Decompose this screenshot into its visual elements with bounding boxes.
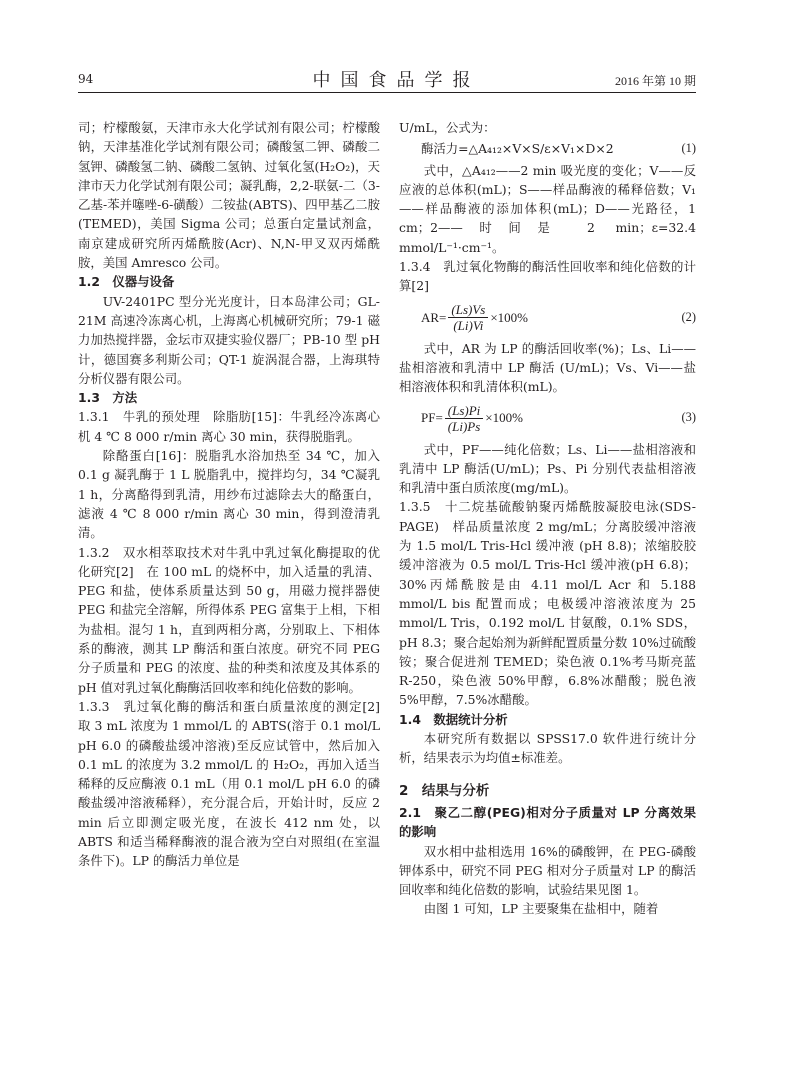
instruments-paragraph: UV-2401PC 型分光光度计，日本岛津公司；GL-21M 高速冷冻离心机，上海离心机械研究所；79-1 磁力加热搅拌器，金坛市双捷实验仪器厂；PB-10 型 pH 计，德国赛多利斯公司；QT-1 旋涡混合器，上海琪特分析仪器有限公司。 bbox=[78, 293, 380, 386]
sds-page-paragraph: 1.3.5 十二烷基硫酸钠聚丙烯酰胺凝胶电泳(SDS-PAGE) 样品质量浓度 2 mg/mL；分离胶缓冲溶液为 1.5 mol/L Tris-Hcl 缓冲液 (pH 8.8)；浓缩胶胶缓冲溶液为 0.5 mol/L Tris-Hcl 缓冲液(pH 6.8)；30%丙烯酰胺是由 4.11 mol/L Acr 和 5.188 mmol/L bis 配置而成；电极缓冲溶液浓度为 25 mmol/L Tris，0.192 mol/L 甘氨酸，0.1% SDS，pH 8.3；聚合起始剂为新鲜配置质量分数 10%过硫酸铵；聚合促进剂 TEMED；染色液 0.1%考马斯亮蓝 R-250，染色液 50%甲醇，6.8%冰醋酸；脱色液 5%甲醇，7.5%冰醋酸。 bbox=[399, 499, 696, 708]
equation-2-denominator: (Li)Vi bbox=[453, 317, 484, 333]
page-number: 94 bbox=[78, 72, 94, 86]
section-heading-instruments: 1.2 仪器与设备 bbox=[78, 274, 175, 290]
equation-3-rhs: ×100% bbox=[485, 410, 523, 426]
equation-1-number: (1) bbox=[681, 141, 696, 156]
issue-label: 2016 年第 10 期 bbox=[614, 74, 696, 88]
equation-3 bbox=[399, 403, 696, 434]
header-rule bbox=[78, 92, 696, 93]
equation-2-lhs: AR= bbox=[421, 309, 447, 325]
journal-title: 中国食品学报 bbox=[312, 70, 481, 91]
equation-3-lhs: PF= bbox=[421, 410, 443, 426]
atps-extraction-paragraph: 1.3.2 双水相萃取技术对牛乳中乳过氧化酶提取的优化研究[2] 在 100 mL 的烧杯中，加入适量的乳清、PEG 和盐，使体系质量达到 50 g，用磁力搅拌器使 PEG 和盐完全溶解，所得体系 PEG 富集于上相，下相为盐相。混匀 1 h，直到两相分离，分别取上、下相体系的酶液，测其 LP 酶活和蛋白浓度。研究不同 PEG 分子质量和 PEG 的浓度、盐的种类和浓度及其体系的 pH 值对乳过氧化酶酶活回收率和纯化倍数的影响。 bbox=[78, 544, 380, 695]
equation-3-numerator: (Ls)Pi bbox=[445, 403, 484, 419]
enzyme-assay-paragraph: 1.3.3 乳过氧化酶的酶活和蛋白质量浓度的测定[2] 取 3 mL 浓度为 1 mmol/L 的 ABTS(溶于 0.1 mol/L pH 6.0 的磷酸盐缓冲溶液)至反应试管中，然后加入 0.1 mL 的浓度为 3.2 mmol/L 的 H₂O₂，再加入适当稀释的反应酶液 0.1 mL（用 0.1 mol/L pH 6.0 的磷酸盐缓冲溶液稀释），充分混合后，开始计时，反应 2 min 后立即测定吸光度，在波长 412 nm 处，以 ABTS 和适当稀释酶液的混合液为空白对照组(在室温条件下)。LP 的酶活力单位是 bbox=[78, 698, 393, 869]
reagents-paragraph: 司；柠檬酸氨，天津市永大化学试剂有限公司；柠檬酸钠，天津基准化学试剂有限公司；磷酸氢二钾、磷酸二氢钾、磷酸氢二钠、磷酸二氢钠、过氧化氢(H₂O₂)，天津市天力化学试剂有限公司；凝乳酶，2,2-联氨-二（3-乙基-苯并噻唑-6-磺酸）二铵盐(ABTS)、四甲基乙二胺(TEMED)，美国 Sigma 公司；总蛋白定量试剂盒，南京建成研究所丙烯酰胺(Acr)、N,N-甲叉双丙烯酰胺，美国 Amresco 公司。 bbox=[78, 120, 380, 271]
equation-3-number: (3) bbox=[681, 410, 696, 425]
section-heading-peg-mass: 2.1 聚乙二醇(PEG)相对分子质量对 LP 分离效果的影响 bbox=[399, 804, 696, 840]
equation-3-fraction bbox=[445, 403, 484, 434]
equation-1 bbox=[399, 139, 696, 158]
section-heading-methods: 1.3 方法 bbox=[78, 390, 138, 406]
running-header bbox=[0, 62, 793, 92]
statistics-paragraph: 本研究所有数据以 SPSS17.0 软件进行统计分析，结果表示为均值±标准差。 bbox=[399, 731, 696, 766]
equation-2-fraction bbox=[448, 302, 488, 333]
unit-paragraph: U/mL，公式为： bbox=[399, 120, 496, 135]
equation-3-denominator: (Li)Ps bbox=[447, 418, 481, 434]
casein-removal-paragraph: 除酪蛋白[16]：脱脂乳水浴加热至 34 ℃，加入 0.1 g 凝乳酶于 1 L 脱脂乳中，搅拌均匀，34 ℃凝乳 1 h，分离酪得到乳清，用纱布过滤除去大的酪蛋白，滤液 4 ℃ 8 000 r/min 离心 30 min，得到澄清乳清。 bbox=[78, 448, 380, 541]
equation-1-description: 式中，△A₄₁₂——2 min 吸光度的变化；V——反应液的总体积(mL)；S——样品酶液的稀释倍数；V₁——样品酶液的添加体积(mL)；D——光路径，1 cm；2——时间是 2 min；ε=32.4 mmol/L⁻¹·cm⁻¹。 bbox=[399, 162, 696, 255]
peg-mass-paragraph: 双水相中盐相选用 16%的磷酸钾，在 PEG-磷酸钾体系中，研究不同 PEG 相对分子质量对 LP 的酶活回收率和纯化倍数的影响，试验结果见图 1。 bbox=[399, 843, 696, 898]
equation-2-numerator: (Ls)Vs bbox=[448, 302, 488, 318]
right-column bbox=[399, 118, 696, 919]
equation-1-formula: 酶活力=△A₄₁₂×V×S/ε×V₁×D×2 bbox=[421, 141, 614, 157]
equation-2-number: (2) bbox=[681, 309, 696, 324]
milk-pretreatment-paragraph: 1.3.1 牛乳的预处理 除脂肪[15]：牛乳经冷冻离心机 4 ℃ 8 000 r/min 离心 30 min，获得脱脂乳。 bbox=[78, 409, 380, 444]
left-column bbox=[78, 118, 393, 871]
equation-2-rhs: ×100% bbox=[490, 309, 529, 325]
equation-3-description: 式中，PF——纯化倍数；Ls、Li——盐相溶液和乳清中 LP 酶活(U/mL)；Ps、Pi 分别代表盐相溶液和乳清中蛋白质浓度(mg/mL)。 bbox=[399, 441, 696, 496]
equation-2 bbox=[399, 302, 696, 333]
equation-2-description: 式中，AR 为 LP 的酶活回收率(%)；Ls、Li——盐相溶液和乳清中 LP 酶活 (U/mL)；Vs、Vi——盐相溶液体积和乳清体积(mL)。 bbox=[399, 340, 696, 395]
figure-1-paragraph: 由图 1 可知，LP 主要聚集在盐相中，随着 bbox=[423, 901, 659, 917]
recovery-calc-heading: 1.3.4 乳过氧化物酶的酶活性回收率和纯化倍数的计算[2] bbox=[399, 259, 696, 294]
section-heading-results: 2 结果与分析 bbox=[399, 782, 490, 799]
section-heading-statistics: 1.4 数据统计分析 bbox=[399, 711, 508, 727]
